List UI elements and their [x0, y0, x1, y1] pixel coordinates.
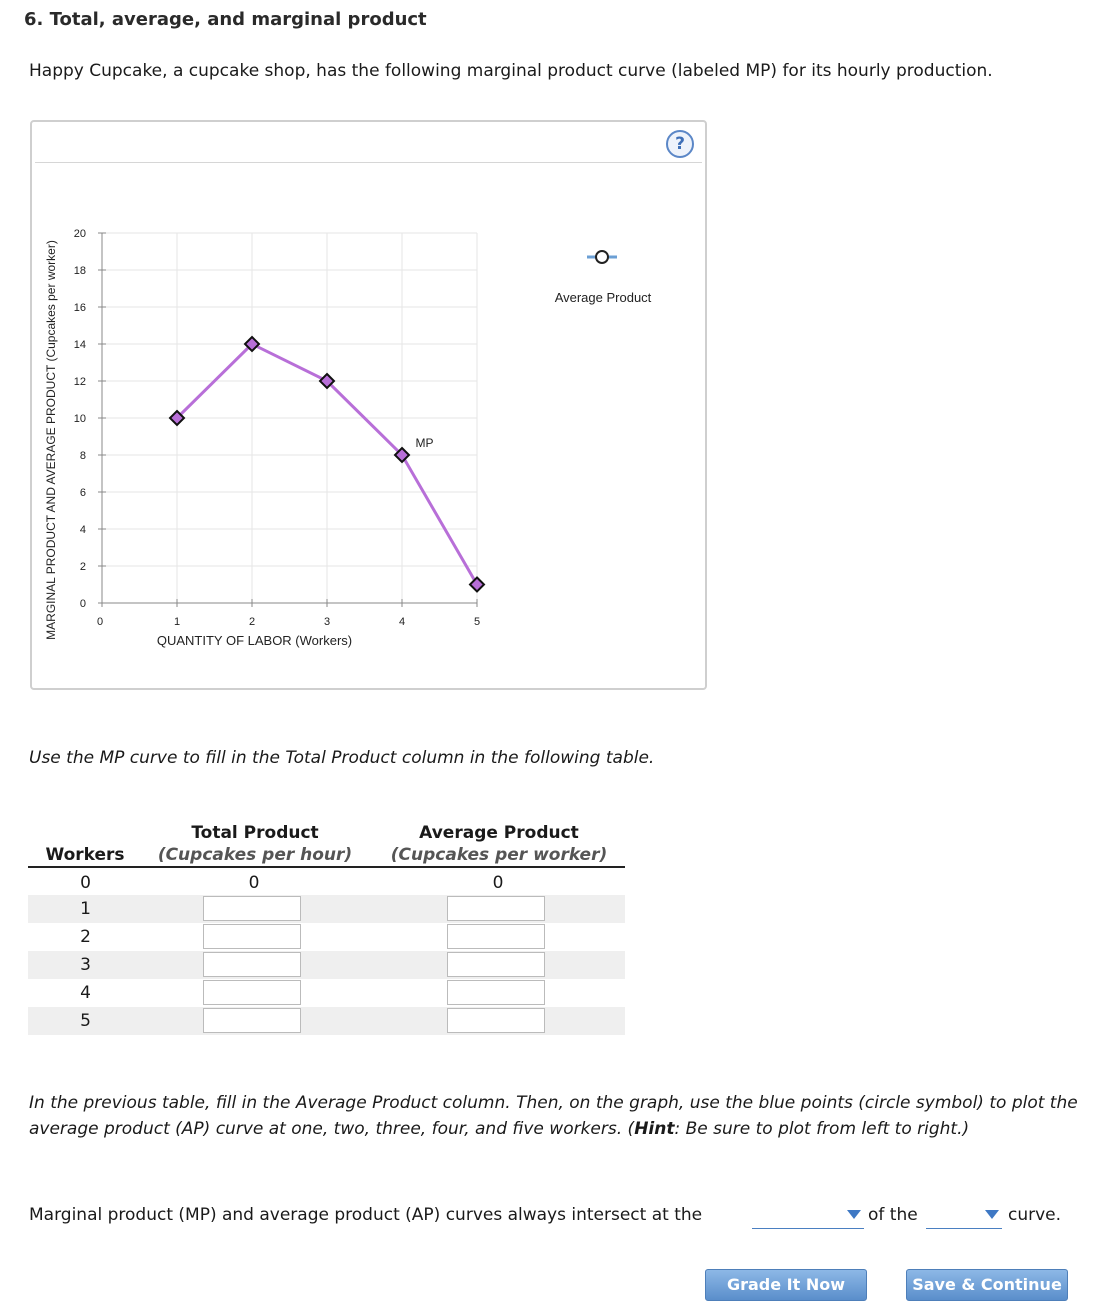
header-total-product: Total Product	[191, 823, 319, 843]
header-total-units: (Cupcakes per hour)	[157, 845, 353, 865]
hint-label: Hint	[634, 1119, 675, 1139]
instruction-average-product	[29, 1090, 1079, 1142]
x-tick-label: 0	[96, 616, 104, 628]
chevron-down-icon	[985, 1210, 999, 1219]
y-tick-label: 10	[73, 413, 86, 425]
total-product-input-1[interactable]	[203, 896, 301, 921]
mp-curve-label: MP	[415, 436, 434, 450]
ap-legend-marker	[596, 251, 608, 263]
y-tick-label: 6	[79, 487, 86, 499]
total-product-input-3[interactable]	[203, 952, 301, 977]
intersection-point-dropdown[interactable]	[752, 1206, 864, 1229]
header-average-units: (Cupcakes per worker)	[390, 845, 608, 865]
save-continue-button[interactable]: Save & Continue	[906, 1269, 1068, 1301]
y-tick-label: 0	[79, 598, 86, 610]
workers-cell: 4	[80, 983, 91, 1003]
workers-cell: 2	[80, 927, 91, 947]
help-icon[interactable]: ?	[666, 130, 694, 158]
y-tick-label: 20	[73, 228, 86, 240]
table-row-4	[28, 979, 625, 1007]
mp-chart[interactable]	[32, 122, 705, 688]
table-row-0	[28, 869, 625, 897]
total-product-input-2[interactable]	[203, 924, 301, 949]
mp-point	[470, 578, 484, 592]
workers-cell: 3	[80, 955, 91, 975]
header-average-product: Average Product	[419, 823, 579, 843]
final-question-middle: of the	[868, 1205, 918, 1225]
table-row-3	[28, 951, 625, 979]
workers-cell: 1	[80, 899, 91, 919]
x-tick-label: 3	[323, 616, 331, 628]
table-row-1	[28, 895, 625, 923]
workers-cell: 0	[80, 873, 91, 893]
graph-panel	[30, 120, 707, 690]
y-axis-title: MARGINAL PRODUCT AND AVERAGE PRODUCT (Cupcakes per worker)	[44, 240, 58, 640]
grade-it-now-button[interactable]: Grade It Now	[705, 1269, 867, 1301]
x-tick-label: 4	[398, 616, 406, 628]
x-tick-label: 2	[248, 616, 256, 628]
x-tick-label: 1	[173, 616, 181, 628]
header-workers: Workers	[45, 845, 125, 865]
question-title: 6. Total, average, and marginal product	[24, 9, 427, 30]
y-tick-label: 8	[79, 450, 86, 462]
x-tick-label: 5	[473, 616, 481, 628]
y-tick-label: 12	[73, 376, 86, 388]
average-product-input-1[interactable]	[447, 896, 545, 921]
instruction-text-b: : Be sure to plot from left to right.)	[674, 1119, 970, 1139]
y-tick-label: 14	[73, 339, 86, 351]
x-axis-title: QUANTITY OF LABOR (Workers)	[156, 633, 353, 648]
y-tick-label: 16	[73, 302, 86, 314]
ap-legend-label: Average Product	[554, 290, 652, 305]
final-question-suffix: curve.	[1008, 1205, 1062, 1225]
chevron-down-icon	[847, 1210, 861, 1219]
average-product-input-3[interactable]	[447, 952, 545, 977]
table-row-5	[28, 1007, 625, 1035]
y-tick-label: 2	[79, 561, 86, 573]
total-product-input-4[interactable]	[203, 980, 301, 1005]
workers-cell: 5	[80, 1011, 91, 1031]
y-tick-label: 4	[79, 524, 86, 536]
intro-text: Happy Cupcake, a cupcake shop, has the following marginal product curve (labeled MP) for its hourly production.	[29, 61, 993, 81]
average-product-cell: 0	[492, 873, 504, 893]
table-header-rule	[28, 866, 625, 868]
y-tick-label: 18	[73, 265, 86, 277]
total-product-input-5[interactable]	[203, 1008, 301, 1033]
final-question-prefix: Marginal product (MP) and average product (AP) curves always intersect at the	[29, 1205, 703, 1225]
average-product-input-2[interactable]	[447, 924, 545, 949]
table-row-2	[28, 923, 625, 951]
instruction-text-a: In the previous table, fill in the Average Product column. Then, on the graph, use the blue points (circle symbol) to plot the average product (AP) curve at one, two, three, four, and five workers. (	[29, 1093, 1078, 1139]
average-product-input-5[interactable]	[447, 1008, 545, 1033]
instruction-total-product: Use the MP curve to fill in the Total Product column in the following table.	[29, 748, 655, 768]
average-product-input-4[interactable]	[447, 980, 545, 1005]
curve-dropdown[interactable]	[926, 1206, 1002, 1229]
total-product-cell: 0	[248, 873, 260, 893]
